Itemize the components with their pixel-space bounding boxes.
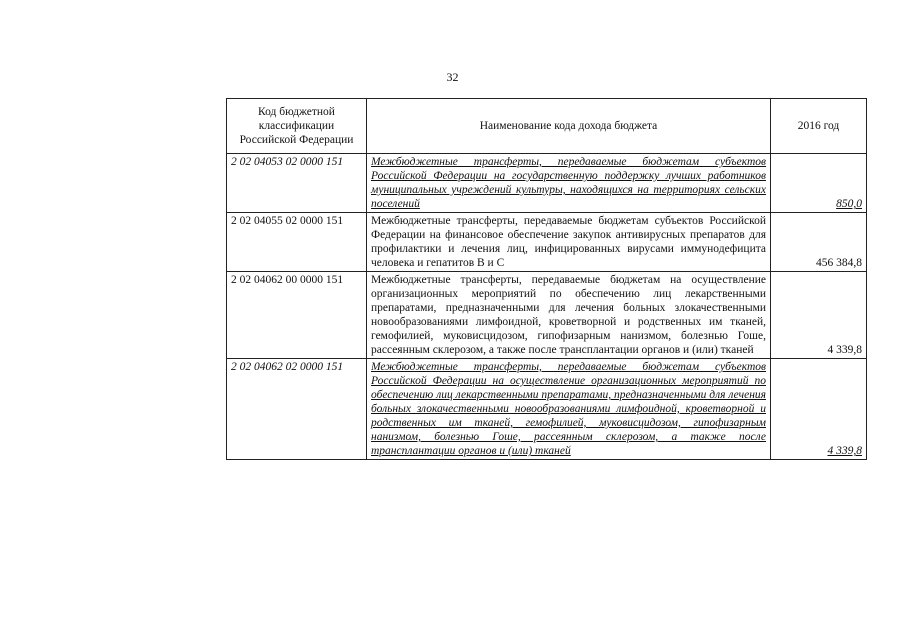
row-amount — [771, 154, 867, 213]
row-amount-text: 850,0 — [836, 198, 862, 210]
row-name — [367, 213, 771, 272]
row-amount-text: 4 339,8 — [827, 445, 862, 457]
budget-income-table — [226, 98, 867, 460]
row-amount-text: 456 384,8 — [816, 257, 862, 269]
row-amount — [771, 272, 867, 359]
row-name-text: Межбюджетные трансферты, передаваемые бюджетам субъектов Российской Федерации на государственную поддержку лучших работников муниципальных учреждений культуры, находящихся на территориях сельских поселений — [371, 156, 766, 210]
row-name — [367, 154, 771, 213]
row-code: 2 02 04055 02 0000 151 — [227, 213, 367, 272]
row-name-text: Межбюджетные трансферты, передаваемые бюджетам на осуществление организационных мероприятий по обеспечению лиц лекарственными препаратами, предназначенными для лечения больных злокачественными новообразованиями лимфоидной, кроветворной и родственных им тканей, гемофилией, муковисцидозом, гипофизарным нанизмом, болезнью Гоше, рассеянным склерозом, а также после трансплантации органов и (или) тканей — [371, 274, 766, 356]
row-amount-text: 4 339,8 — [827, 344, 862, 356]
table-header-row — [227, 99, 867, 154]
header-code: Код бюджетной классификации Российской Федерации — [227, 99, 367, 154]
table-row — [227, 359, 867, 460]
row-name-text: Межбюджетные трансферты, передаваемые бюджетам субъектов Российской Федерации на осуществление организационных мероприятий по обеспечению лиц лекарственными препаратами, предназначенными для лечения больных злокачественными новообразованиями лимфоидной, кроветворной и родственных им тканей, гемофилией, муковисцидозом, гипофизарным нанизмом, болезнью Гоше, рассеянным склерозом, а также после трансплантации органов и (или) тканей — [371, 361, 766, 457]
header-name: Наименование кода дохода бюджета — [367, 99, 771, 154]
table-row — [227, 213, 867, 272]
row-code: 2 02 04053 02 0000 151 — [227, 154, 367, 213]
table-row — [227, 272, 867, 359]
table-row — [227, 154, 867, 213]
row-name-text: Межбюджетные трансферты, передаваемые бюджетам субъектов Российской Федерации на финансовое обеспечение закупок антивирусных препаратов для профилактики и лечения лиц, инфицированных вирусами иммунодефицита человека и гепатитов В и С — [371, 215, 766, 269]
row-code: 2 02 04062 02 0000 151 — [227, 359, 367, 460]
row-name — [367, 272, 771, 359]
row-name — [367, 359, 771, 460]
row-amount — [771, 213, 867, 272]
row-amount — [771, 359, 867, 460]
header-year: 2016 год — [771, 99, 867, 154]
row-code: 2 02 04062 00 0000 151 — [227, 272, 367, 359]
page-number: 32 — [446, 70, 459, 84]
